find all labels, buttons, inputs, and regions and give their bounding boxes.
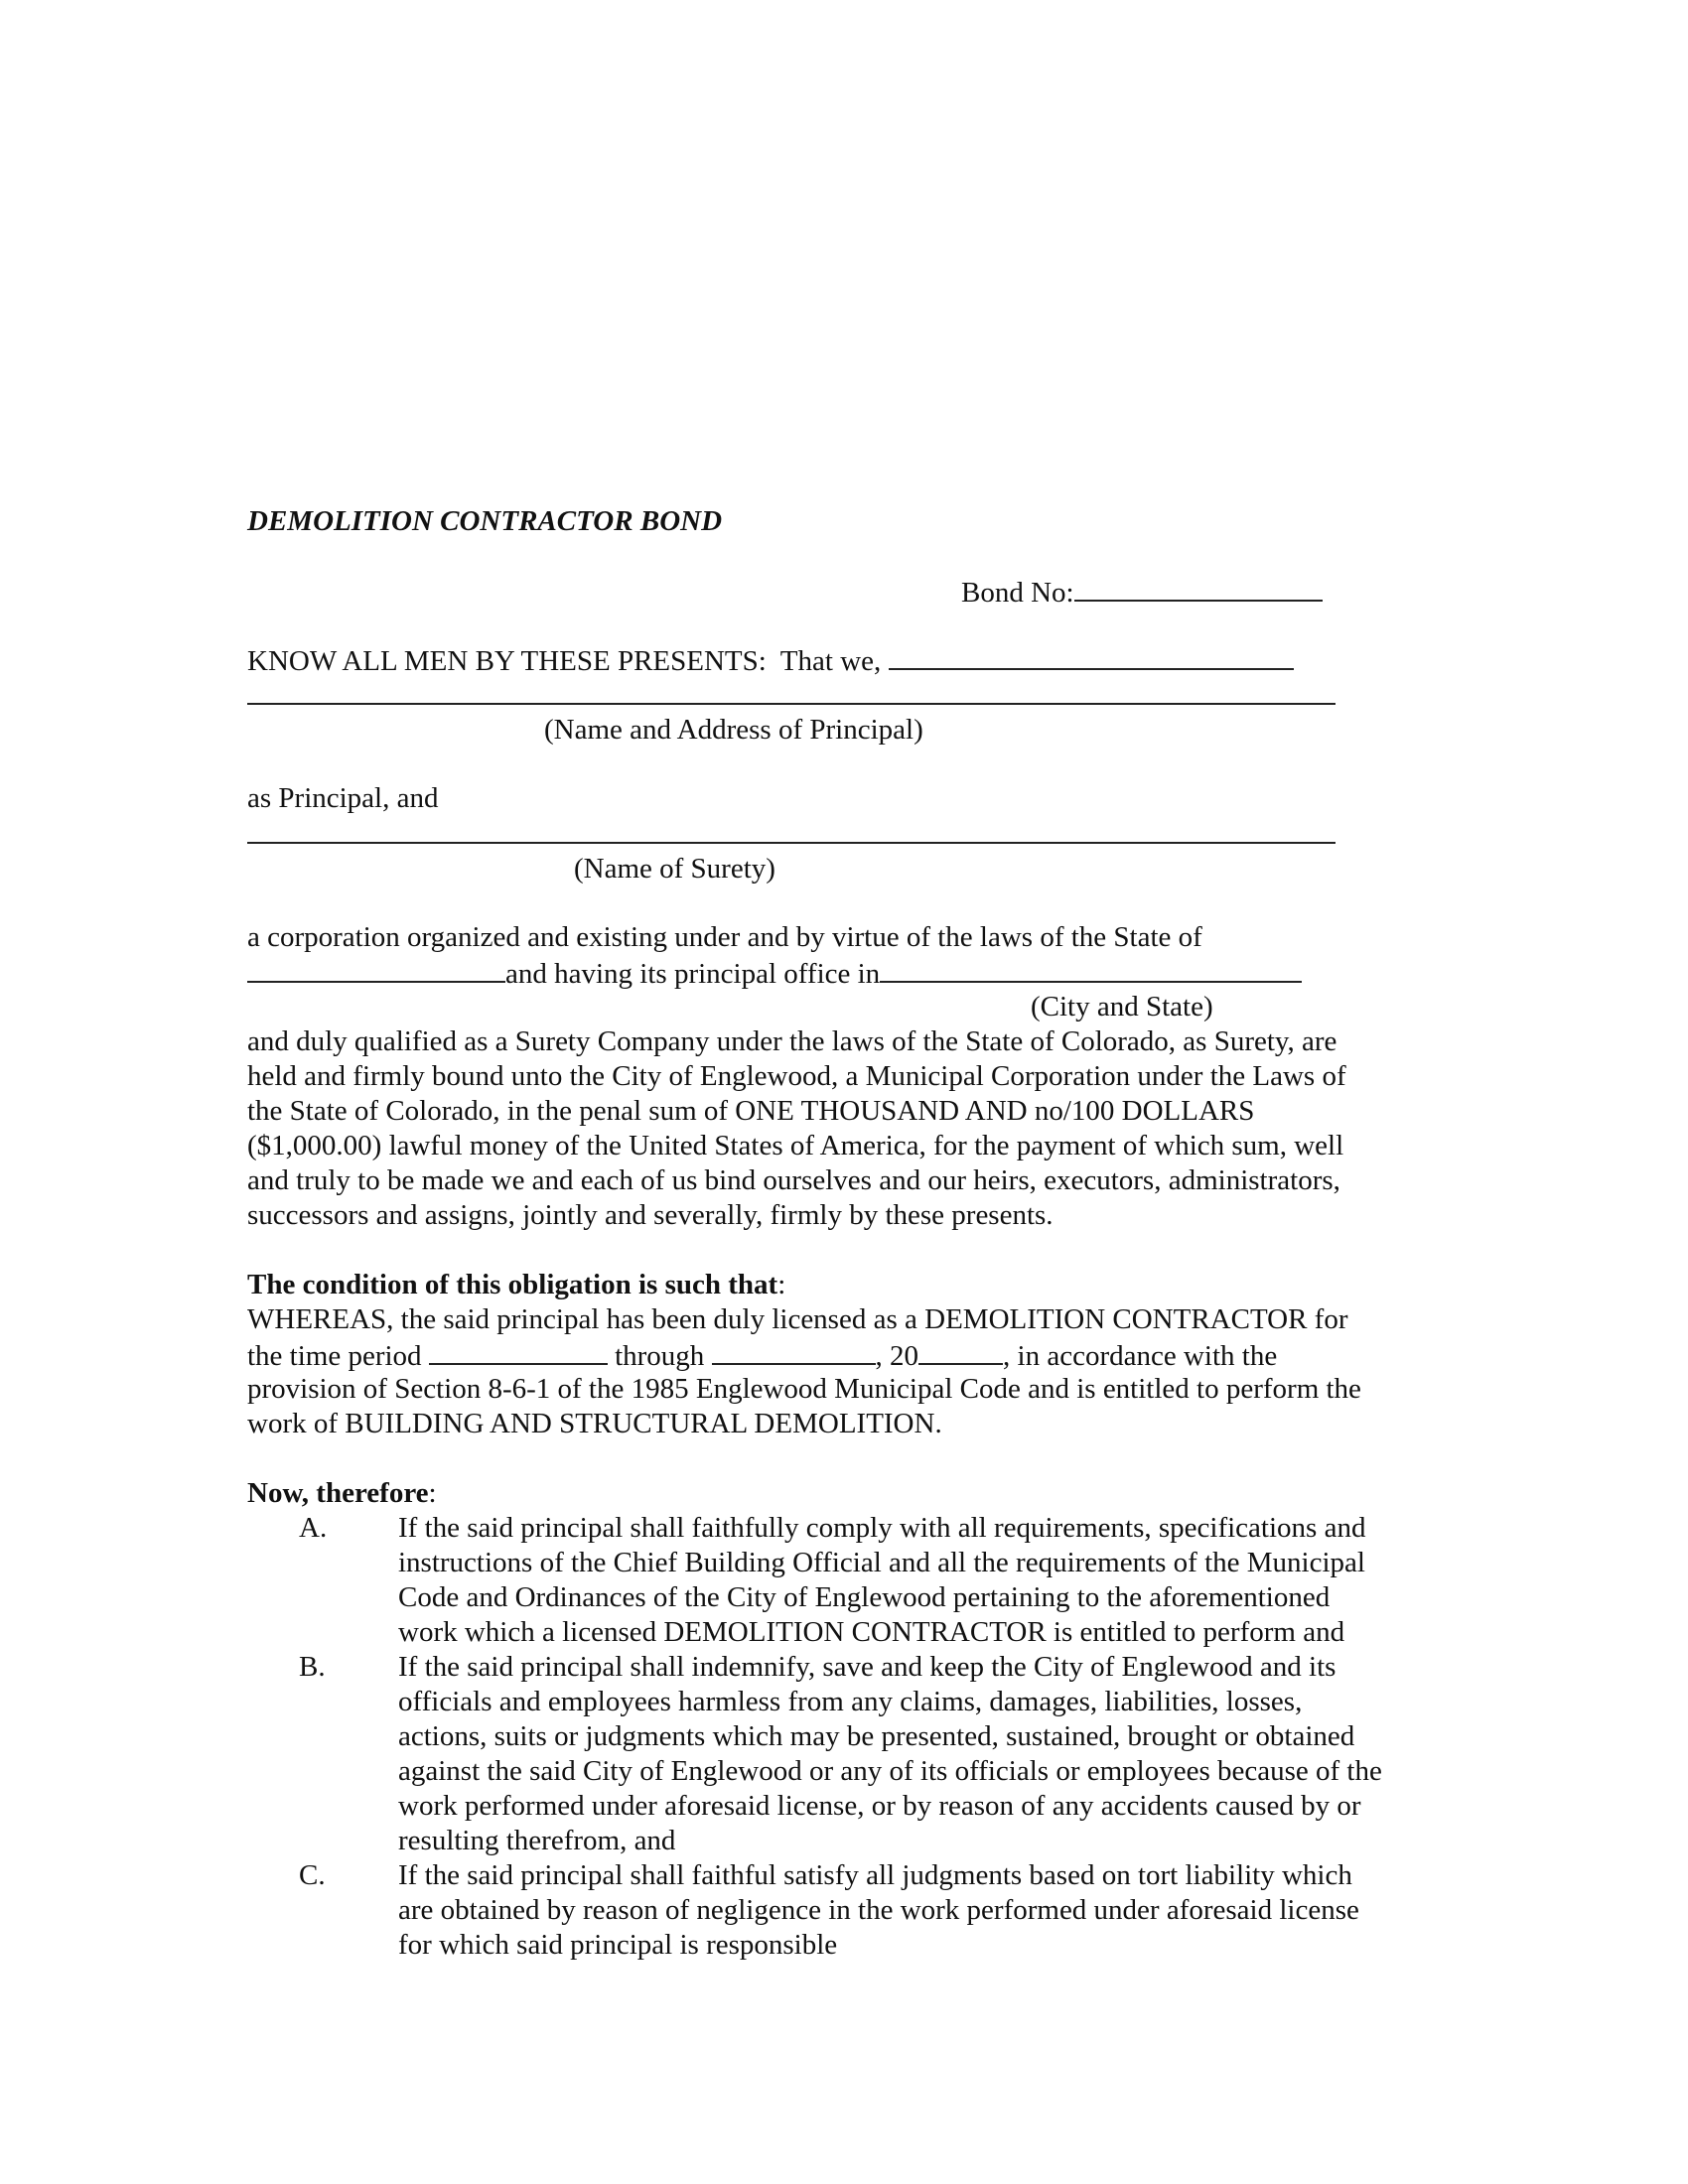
item-line: are obtained by reason of negligence in the work performed under aforesaid license (398, 1894, 1359, 1926)
item-line: against the said City of Englewood or any of its officials or employees because of the (398, 1755, 1382, 1787)
period-start-field[interactable] (429, 1337, 608, 1365)
surety-caption: (Name of Surety) (574, 853, 775, 885)
whereas-line: WHEREAS, the said principal has been duly licensed as a DEMOLITION CONTRACTOR for (247, 1303, 1348, 1335)
item-line: actions, suits or judgments which may be presented, sustained, brought or obtained (398, 1720, 1355, 1752)
bond-number-field[interactable] (1074, 574, 1323, 602)
body-line: the State of Colorado, in the penal sum of ONE THOUSAND AND no/100 DOLLARS (247, 1095, 1255, 1127)
accordance-text: , in accordance with the (1003, 1340, 1278, 1372)
now-therefore-colon: : (428, 1477, 437, 1509)
year-field[interactable] (918, 1337, 1003, 1365)
body-line: held and firmly bound unto the City of Englewood, a Municipal Corporation under the Laws of (247, 1060, 1346, 1092)
city-state-field[interactable] (880, 955, 1302, 983)
item-line: Code and Ordinances of the City of Englewood pertaining to the aforementioned (398, 1581, 1331, 1613)
principal-office-text: and having its principal office in (505, 958, 881, 990)
bond-number-label: Bond No: (961, 577, 1074, 609)
corporation-line: a corporation organized and existing under and by virtue of the laws of the State of (247, 921, 1202, 953)
item-line: If the said principal shall faithful satisfy all judgments based on tort liability which (398, 1859, 1352, 1891)
surety-name-field[interactable] (247, 842, 1336, 844)
period-label: the time period (247, 1340, 429, 1372)
item-line: officials and employees harmless from any claims, damages, liabilities, losses, (398, 1686, 1303, 1717)
item-line: instructions of the Chief Building Official and all the requirements of the Municipal (398, 1547, 1365, 1578)
item-line: work which a licensed DEMOLITION CONTRACTOR is entitled to perform and (398, 1616, 1345, 1648)
item-letter-a: A. (299, 1512, 328, 1544)
now-therefore-text: Now, therefore (247, 1477, 429, 1509)
item-letter-c: C. (299, 1859, 326, 1891)
principal-name-field[interactable] (889, 642, 1294, 670)
item-line: If the said principal shall faithfully comply with all requirements, specifications and (398, 1512, 1366, 1544)
item-line: work performed under aforesaid license, or by reason of any accidents caused by or (398, 1790, 1361, 1822)
item-line: for which said principal is responsible (398, 1929, 838, 1961)
know-all-men-line (247, 642, 1294, 679)
body-line: and truly to be made we and each of us bind ourselves and our heirs, executors, administrators, (247, 1164, 1340, 1196)
through-label: through (607, 1340, 712, 1372)
item-a-text (398, 1511, 1441, 1650)
condition-colon: : (777, 1269, 786, 1300)
item-c-text (398, 1858, 1441, 1963)
city-state-caption: (City and State) (1031, 991, 1213, 1023)
bond-number-line (961, 574, 1323, 611)
state-field[interactable] (247, 955, 505, 983)
condition-heading (247, 1268, 785, 1302)
know-all-men-text: KNOW ALL MEN BY THESE PRESENTS: That we, (247, 645, 882, 677)
item-line: If the said principal shall indemnify, save and keep the City of Englewood and its (398, 1651, 1336, 1683)
document-title: DEMOLITION CONTRACTOR BOND (247, 505, 723, 537)
body-line: ($1,000.00) lawful money of the United States of America, for the payment of which sum, well (247, 1130, 1344, 1161)
year-prefix: , 20 (875, 1340, 919, 1372)
whereas-period-line (247, 1337, 1277, 1374)
body-line: successors and assigns, jointly and severally, firmly by these presents. (247, 1199, 1054, 1231)
whereas-line: provision of Section 8-6-1 of the 1985 Englewood Municipal Code and is entitled to perform the (247, 1373, 1361, 1405)
principal-office-line (247, 955, 1302, 992)
body-line: and duly qualified as a Surety Company under the laws of the State of Colorado, as Surety, are (247, 1025, 1337, 1057)
as-principal-text: as Principal, and (247, 782, 439, 814)
principal-caption: (Name and Address of Principal) (544, 714, 923, 746)
item-b-text (398, 1650, 1441, 1858)
whereas-line: work of BUILDING AND STRUCTURAL DEMOLITION. (247, 1408, 942, 1439)
principal-address-field[interactable] (247, 703, 1336, 705)
item-line: resulting therefrom, and (398, 1825, 676, 1856)
period-end-field[interactable] (712, 1337, 876, 1365)
now-therefore-heading (247, 1476, 437, 1511)
item-letter-b: B. (299, 1651, 326, 1683)
condition-heading-text: The condition of this obligation is such that (247, 1269, 778, 1300)
